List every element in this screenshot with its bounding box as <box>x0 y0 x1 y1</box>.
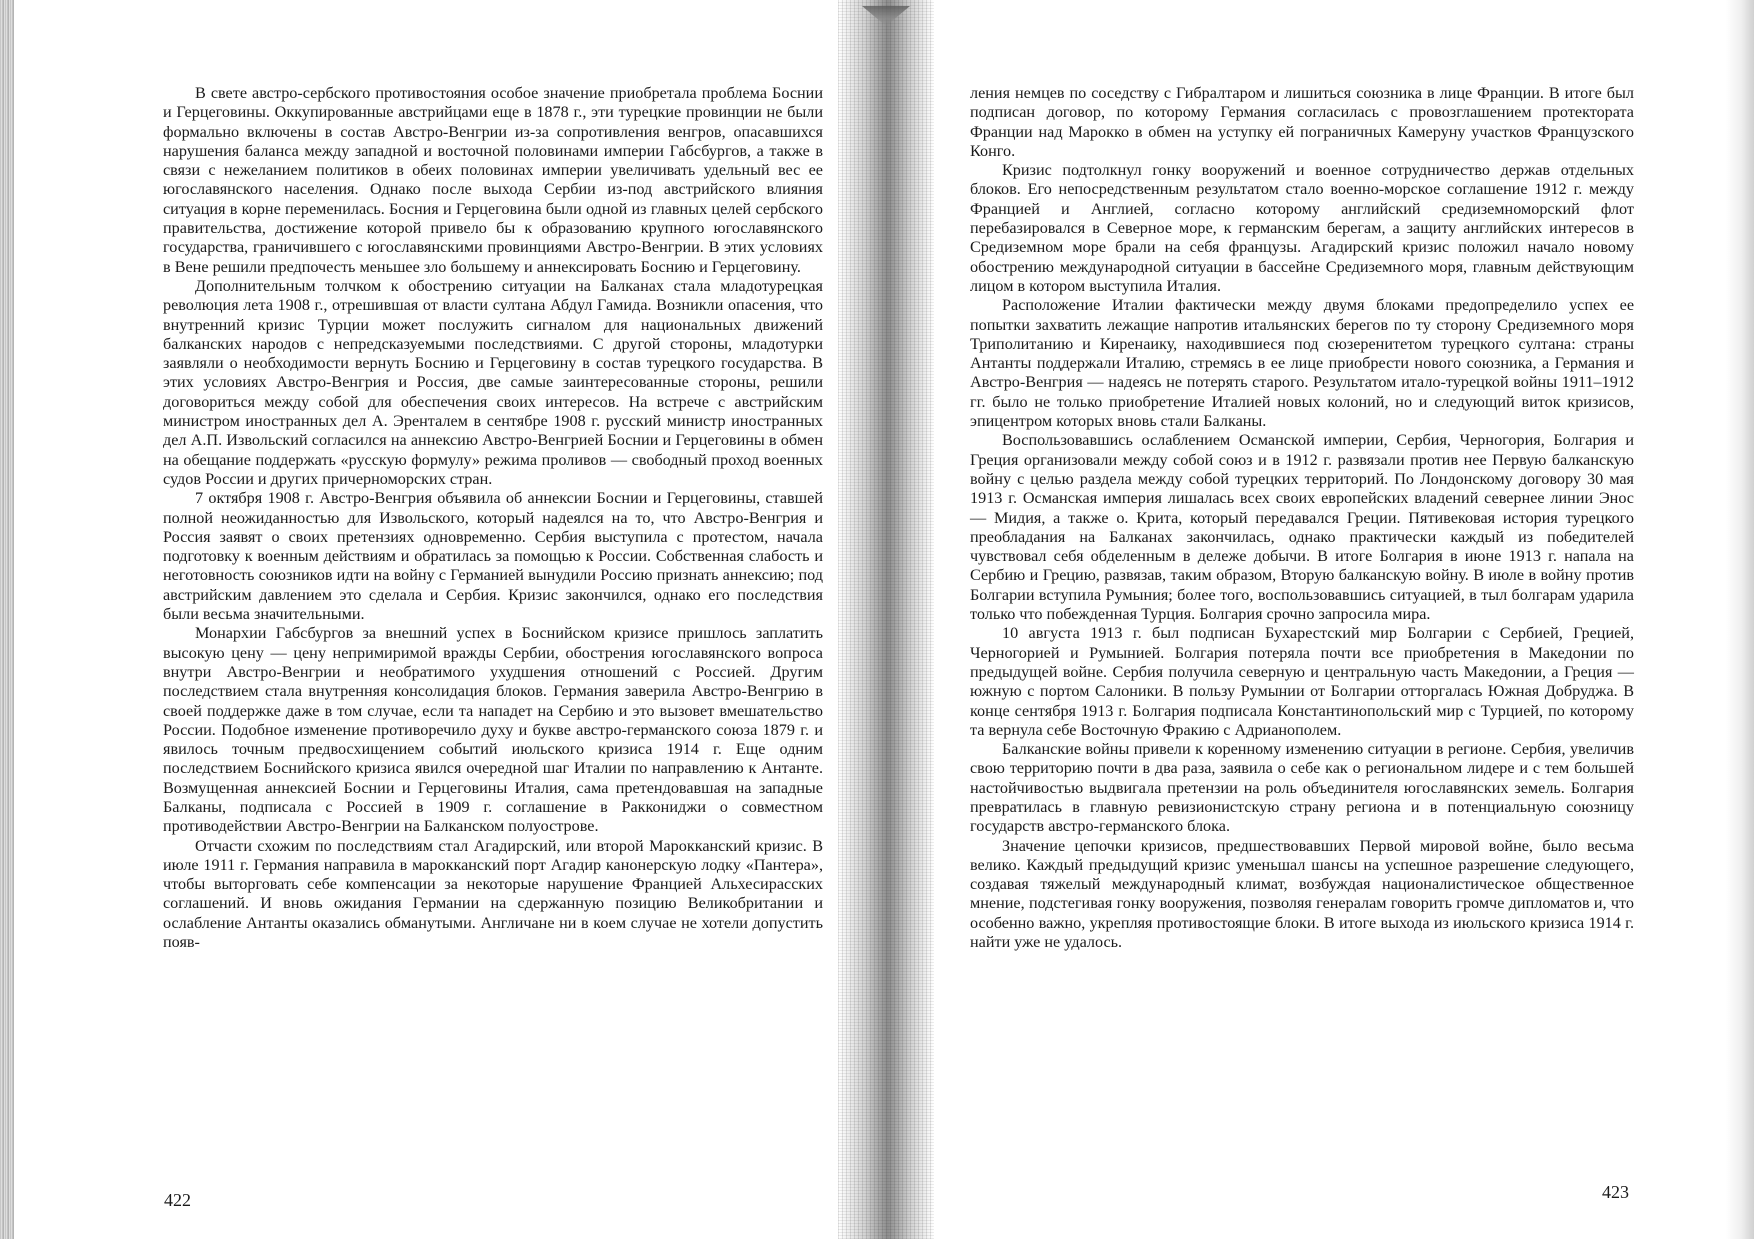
right-paragraph-5: 10 августа 1913 г. был подписан Бухарестский мир Болгарии с Сербией, Грецией, Черногорией и Румынией. Болгария потеряла почти все приобретения в Македонии по предыдущей войне. Сербия получила северную и центральную часть Македонии, а Греция — южную с портом Салоники. В пользу Румынии от Болгарии отторгалась Южная Добруджа. В конце сентября 1913 г. Болгария подписала Константинопольский мир с Турцией, по которому та вернула себе Восточную Фракию с Адрианополем. <box>970 624 1634 739</box>
right-paragraph-1: ления немцев по соседству с Гибралтаром и лишиться союзника в лице Франции. В итоге был подписан договор, по которому Германия согласилась с провозглашением протектората Франции над Марокко в обмен на уступку ей пограничных Камеруну участков Французского Конго. <box>970 84 1634 160</box>
right-page-text <box>970 84 1634 952</box>
left-paragraph-5: Отчасти схожим по последствиям стал Агадирский, или второй Марокканский кризис. В июле 1911 г. Германия направила в марокканский порт Агадир канонерскую лодку «Пантера», чтобы выторговать себе компенсации за некоторые нарушение Францией Альхесирасских соглашений. И вновь ожидания Германии на сдержанную позицию Великобритании и ослабление Антанты оказались обманутыми. Англичане ни в коем случае не хотели допустить появ- <box>163 836 823 952</box>
scan-right-edge <box>1726 0 1754 1239</box>
left-paragraph-4: Монархии Габсбургов за внешний успех в Боснийском кризисе пришлось заплатить высокую цену — цену непримиримой вражды Сербии, обострения югославянского вопроса внутри Австро-Венгрии и необратимого ухудшения отношений с Россией. Другим последствием стала внутренняя консолидация блоков. Германия заверила Австро-Венгрию в своей поддержке даже в том случае, если та нападет на Сербию и это вызовет вмешательство России. Подобное изменение противоречило духу и букве австро-германского союза 1879 г. и явилось точным предвосхищением событий июльского кризиса 1914 г. Еще одним последствием Боснийского кризиса явился очередной шаг Италии по направлению к Антанте. Возмущенная аннексией Боснии и Герцеговины Италия, сама претендовавшая на западные Балканы, подписала с Россией в 1909 г. соглашение в Раккониджи о совместном противодействии Австро-Венгрии на Балканском полуострове. <box>163 624 823 836</box>
right-paragraph-3: Расположение Италии фактически между двумя блоками предопределило успех ее попытки захватить лежащие напротив итальянских берегов по ту сторону Средиземного моря Триполитанию и Киренаику, находившиеся под сюзеренитетом турецкого султана: страны Антанты поддержали Италию, стремясь в ее лице приобрести нового союзника, а Германия и Австро-Венгрия — надеясь не потерять старого. Результатом итало-турецкой войны 1911–1912 гг. было не только приобретение Италией новых колоний, но и следующий виток кризисов, эпицентром которых вновь стали Балканы. <box>970 296 1634 431</box>
right-paragraph-7: Значение цепочки кризисов, предшествовавших Первой мировой войне, было весьма велико. Каждый предыдущий кризис уменьшал шансы на успешное разрешение следующего, создавая тяжелый международный климат, возбуждая националистическое общественное мнение, подстегивая гонку вооружения, позволяя генералам говорить громче дипломатов и, что особенно важно, укрепляя противостоящие блоки. В итоге выхода из июльского кризиса 1914 г. найти уже не удалось. <box>970 836 1634 952</box>
left-paragraph-1: В свете австро-сербского противостояния особое значение приобретала проблема Боснии и Герцеговины. Оккупированные австрийцами еще в 1878 г., эти турецкие провинции не были формально включены в состав Австро-Венгрии из-за сопротивления венгров, опасавшихся нарушения баланса между западной и восточной половинами империи Габсбургов, а также в связи с нежеланием политиков в обеих половинах империи увеличивать удельный вес ее югославянского населения. Однако после выхода Сербии из-под австрийского влияния ситуация в корне переменилась. Босния и Герцеговина были одной из главных целей сербского правительства, достижение которой привело бы к образованию крупного югославянского государства, граничившего с югославянскими провинциями Австро-Венгрии. В этих условиях в Вене решили предпочесть меньшее зло большему и аннексировать Боснию и Герцеговину. <box>163 84 823 276</box>
left-paragraph-3: 7 октября 1908 г. Австро-Венгрия объявила об аннексии Боснии и Герцеговины, ставшей полной неожиданностью для Извольского, который надеялся на то, что Австро-Венгрия и Россия заявят о своих претензиях одновременно. Сербия выступила с протестом, начала подготовку к военным действиям и обратилась за помощью к России. Собственная слабость и неготовность союзников идти на войну с Германией вынудили Россию признать аннексию; под австрийским давлением это сделала и Сербия. Кризис закончился, однако его последствия были весьма значительными. <box>163 489 823 624</box>
right-paragraph-2: Кризис подтолкнул гонку вооружений и военное сотрудничество держав отдельных блоков. Его непосредственным результатом стало военно-морское соглашение 1912 г. между Францией и Англией, согласно которому английский средиземноморский флот перебазировался в Северное море, к германским берегам, а защиту английских интересов в Средиземном море брали на себя французы. Агадирский кризис положил начало новому обострению международной ситуации в бассейне Средиземного моря, главным действующим лицом в котором выступила Италия. <box>970 161 1634 295</box>
right-paragraph-4: Воспользовавшись ослаблением Османской империи, Сербия, Черногория, Болгария и Греция организовали между собой союз и в 1912 г. развязали против нее Первую балканскую войну с целью раздела между собой турецких территорий. По Лондонскому договору 30 мая 1913 г. Османская империя лишалась всех своих европейских владений севернее линии Энос — Мидия, а также о. Крита, который передавался Греции. Пятивековая история турецкого преобладания на Балканах закончилась, однако практически каждый из победителей чувствовал себя обделенным в дележе добычи. В итоге Болгария в июне 1913 г. напала на Сербию и Грецию, развязав, таким образом, Вторую балканскую войну. В июле в войну против Болгарии вступила Румыния; более того, воспользовавшись ситуацией, в тыл болгарам ударила только что побежденная Турция. Болгария срочно запросила мира. <box>970 431 1634 624</box>
book-gutter <box>838 0 934 1239</box>
left-paragraph-2: Дополнительным толчком к обострению ситуации на Балканах стала младотурецкая революция лета 1908 г., отрешившая от власти султана Абдул Гамида. Возникли опасения, что внутренний кризис Турции может послужить сигналом для национальных движений балканских народов с непредсказуемыми последствиями. С другой стороны, младотурки заявляли о необходимости вернуть Боснию и Герцеговину в состав турецкого государства. В этих условиях Австро-Венгрия и Россия, две самые заинтересованные стороны, решили договориться между собой для обеспечения своих интересов. На встрече с австрийским министром иностранных дел А. Эренталем в сентябре 1908 г. русский министр иностранных дел А.П. Извольский согласился на аннексию Австро-Венгрией Боснии и Герцеговины в обмен на обещание поддержать «русскую формулу» режима проливов — свободный проход военных судов России и других причерноморских стран. <box>163 276 823 488</box>
left-page-text <box>163 84 823 952</box>
right-page-number: 423 <box>1602 1182 1629 1202</box>
right-paragraph-6: Балканские войны привели к коренному изменению ситуации в регионе. Сербия, увеличив свою территорию почти в два раза, заявила о себе как о региональном лидере и с тем большей настойчивостью выдвигала претензии на роль объединителя югославянских земель. Болгария превратилась в главную ревизионистскую страну региона и в потенциальную союзницу государств австро-германского блока. <box>970 740 1634 836</box>
scan-left-edge <box>0 0 14 1239</box>
left-page-number: 422 <box>164 1190 191 1210</box>
